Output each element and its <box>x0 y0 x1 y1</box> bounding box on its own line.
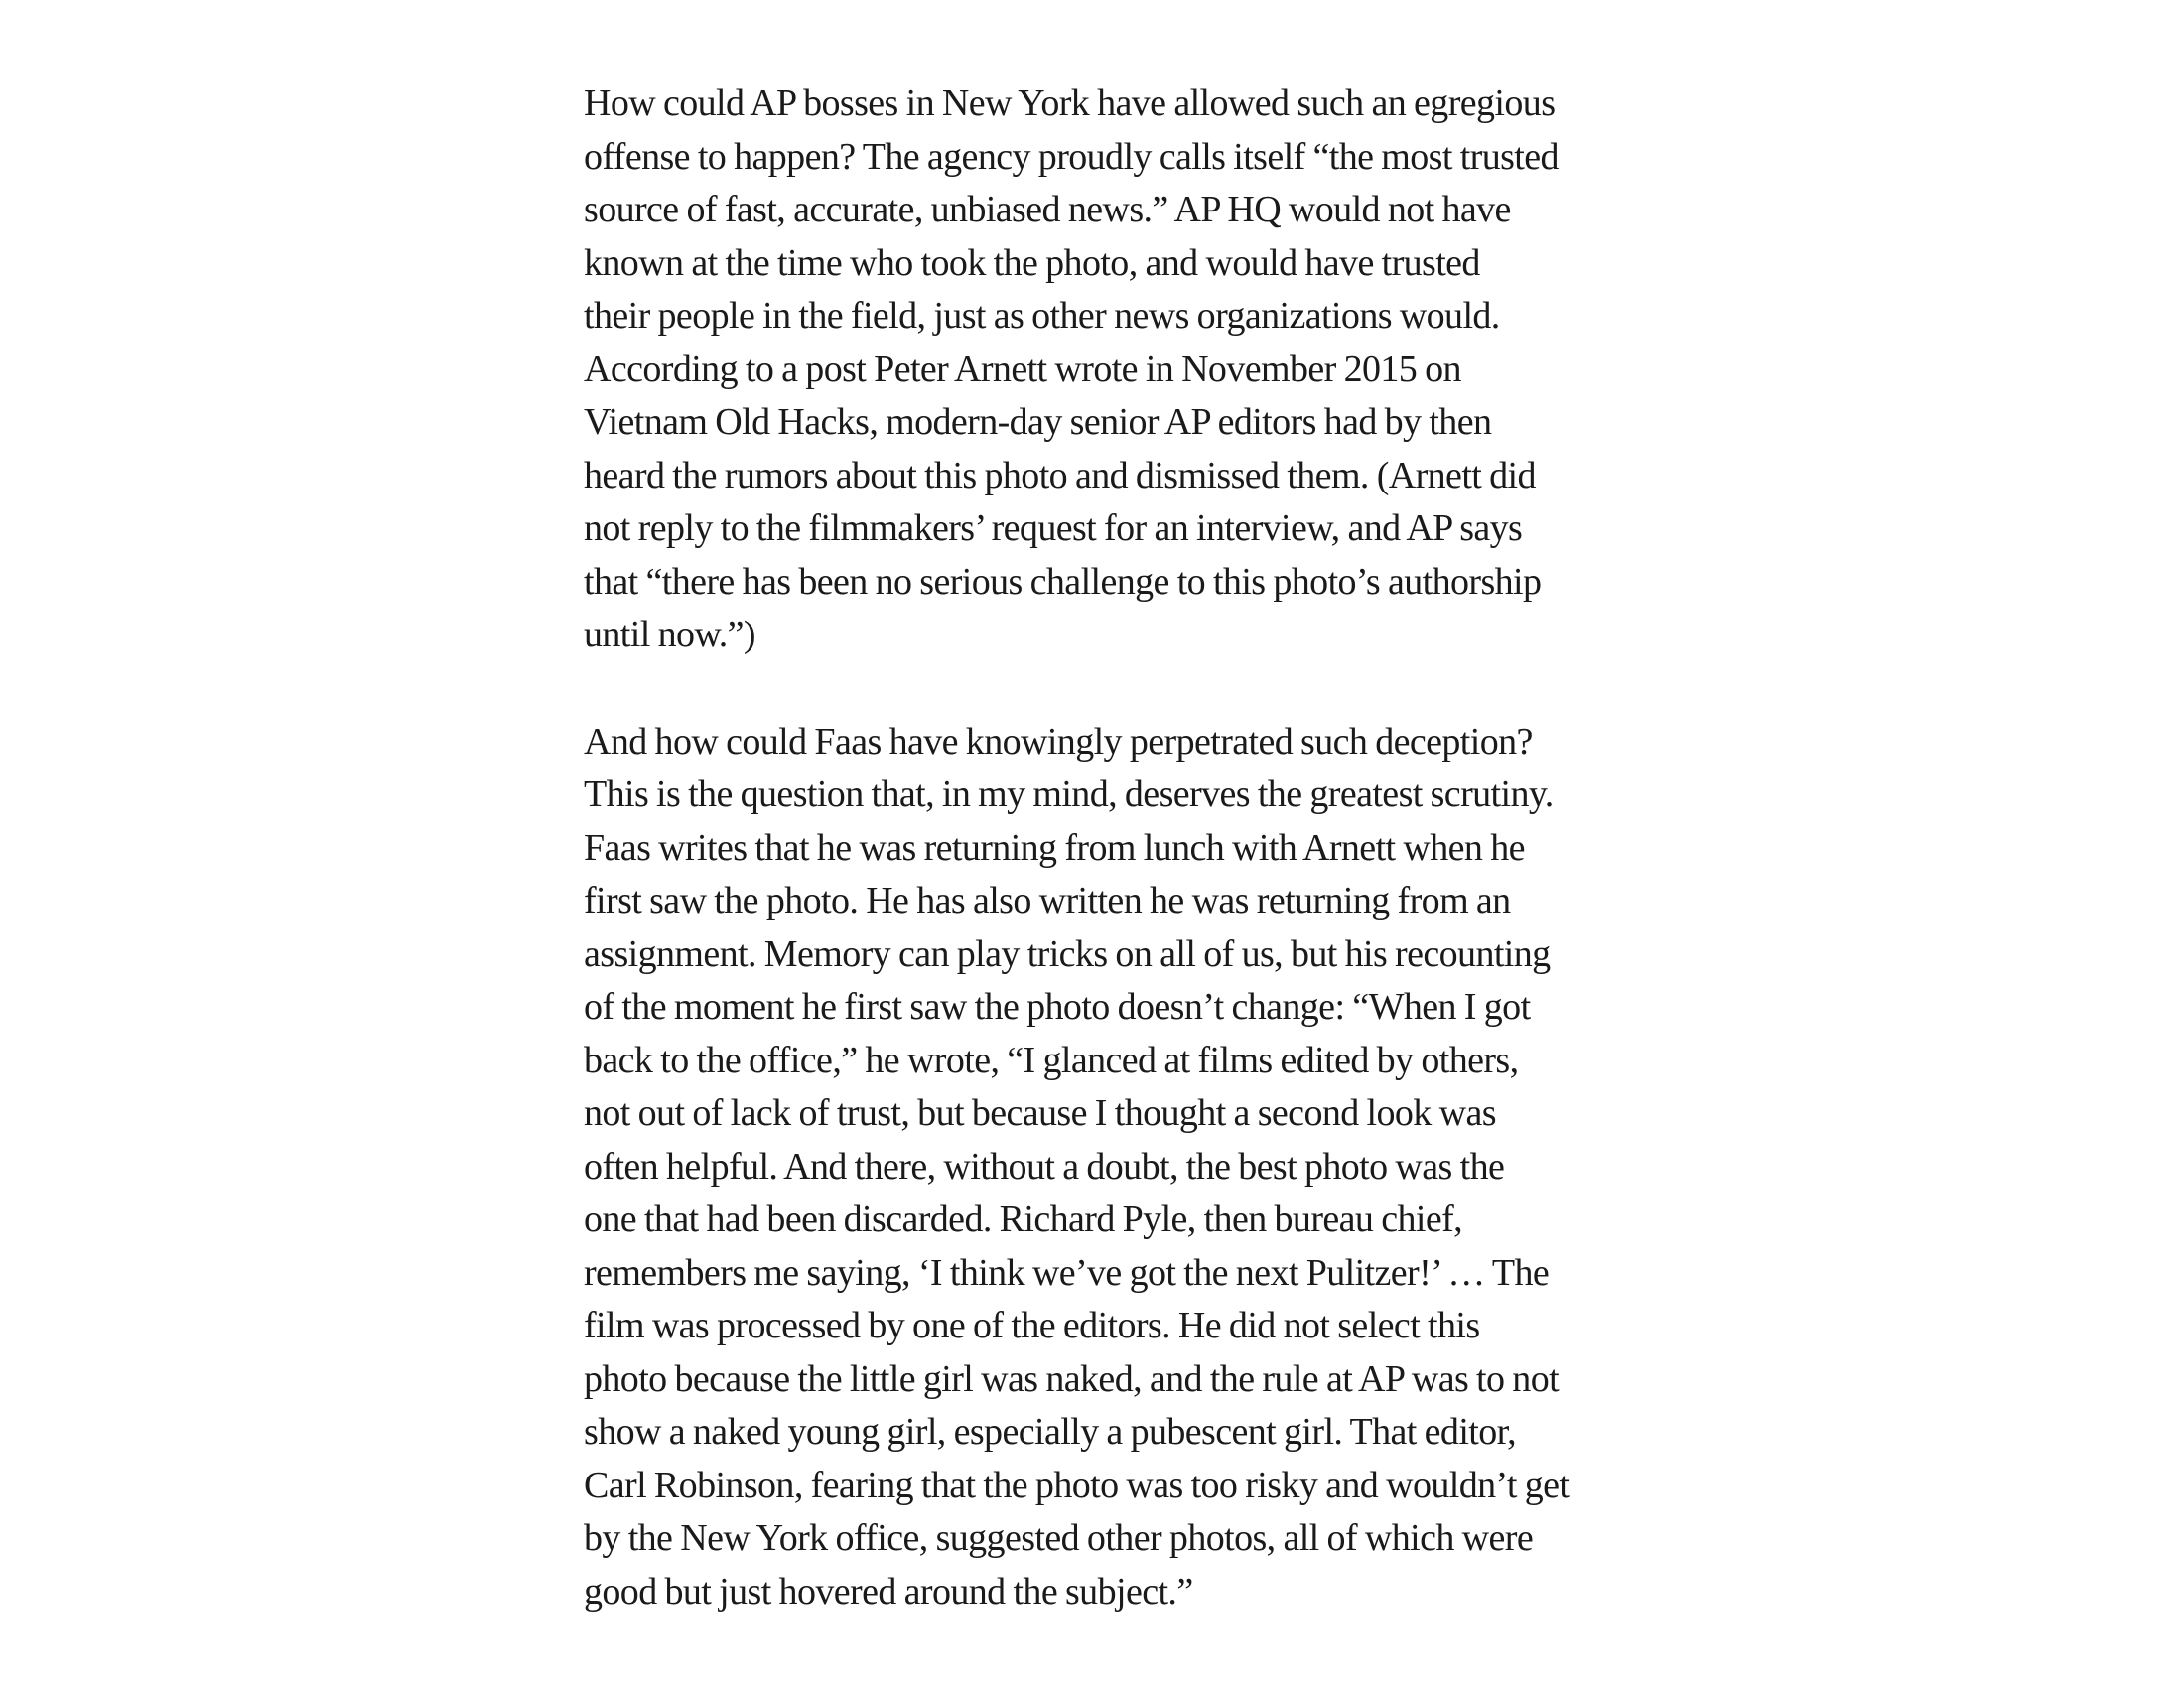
text-line: assignment. Memory can play tricks on all of us, but his recounting <box>584 932 1551 975</box>
text-line: heard the rumors about this photo and dismissed them. (Arnett did <box>584 454 1536 496</box>
text-line: photo because the little girl was naked, and the rule at AP was to not <box>584 1357 1560 1400</box>
text-line: often helpful. And there, without a doubt, the best photo was the <box>584 1145 1505 1188</box>
text-line: first saw the photo. He has also written he was returning from an <box>584 880 1511 921</box>
text-line: show a naked young girl, especially a pubescent girl. That editor, <box>584 1411 1517 1453</box>
text-line: And how could Faas have knowingly perpetrated such deception? <box>584 720 1533 763</box>
text-line: According to a post Peter Arnett wrote in November 2015 on <box>584 348 1461 390</box>
text-line: their people in the field, just as other news organizations would. <box>584 295 1500 337</box>
text-line: Faas writes that he was returning from lunch with Arnett when he <box>584 826 1525 869</box>
text-line: film was processed by one of the editors. He did not select this <box>584 1305 1480 1346</box>
paragraph-2 <box>584 716 1616 1619</box>
text-line: source of fast, accurate, unbiased news.” AP HQ would not have <box>584 189 1511 230</box>
text-line: not reply to the filmmakers’ request for an interview, and AP says <box>584 507 1523 549</box>
text-line: not out of lack of trust, but because I thought a second look was <box>584 1092 1496 1134</box>
text-line: until now.”) <box>584 614 755 655</box>
text-line: How could AP bosses in New York have allowed such an egregious <box>584 82 1556 124</box>
text-line: Vietnam Old Hacks, modern-day senior AP editors had by then <box>584 401 1492 443</box>
text-line: back to the office,” he wrote, “I glanced at films edited by others, <box>584 1039 1519 1081</box>
text-line: good but just hovered around the subject.” <box>584 1570 1193 1613</box>
text-line: This is the question that, in my mind, deserves the greatest scrutiny. <box>584 774 1554 815</box>
text-line: remembers me saying, ‘I think we’ve got the next Pulitzer!’ … The <box>584 1251 1550 1294</box>
article-body <box>584 77 1616 1618</box>
text-line: that “there has been no serious challenge to this photo’s authorship <box>584 560 1542 603</box>
text-line: of the moment he first saw the photo doesn’t change: “When I got <box>584 986 1531 1028</box>
text-line: offense to happen? The agency proudly calls itself “the most trusted <box>584 135 1559 178</box>
text-line: Carl Robinson, fearing that the photo was too risky and wouldn’t get <box>584 1464 1570 1506</box>
text-line: by the New York office, suggested other photos, all of which were <box>584 1517 1534 1559</box>
text-line: known at the time who took the photo, and would have trusted <box>584 241 1480 284</box>
text-line: one that had been discarded. Richard Pyle, then bureau chief, <box>584 1198 1463 1240</box>
paragraph-1 <box>584 77 1616 662</box>
